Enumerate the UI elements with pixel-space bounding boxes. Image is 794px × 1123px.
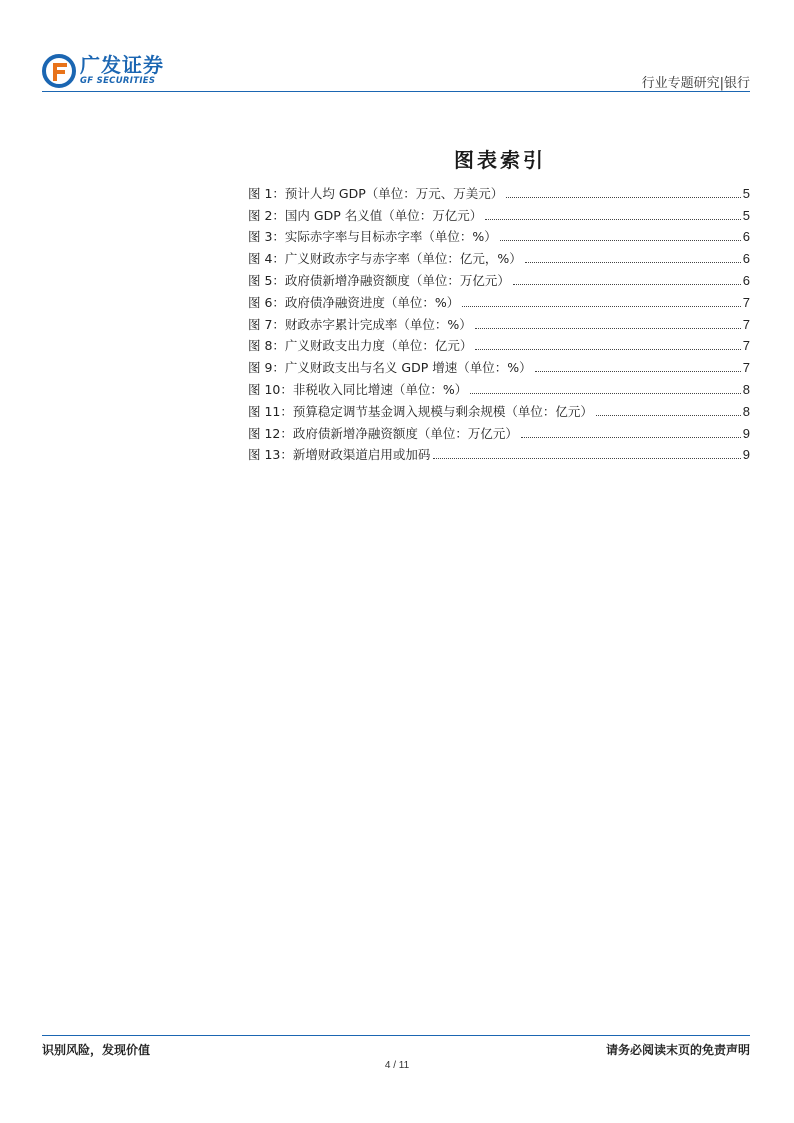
- toc-entry[interactable]: [248, 333, 750, 355]
- dot-leader: [475, 348, 740, 350]
- toc-entry-page: 5: [742, 207, 750, 223]
- toc-entry[interactable]: [248, 442, 750, 464]
- toc-entry-label: 图 8：广义财政支出力度（单位：亿元）: [248, 338, 473, 354]
- toc-entry-page: 6: [742, 272, 750, 288]
- dot-leader: [500, 239, 741, 241]
- toc-entry-label: 图 4：广义财政赤字与赤字率（单位：亿元，%）: [248, 251, 522, 267]
- page-number: 4 / 11: [384, 1060, 410, 1071]
- dot-leader: [433, 457, 740, 459]
- toc-entry-label: 图 2：国内 GDP 名义值（单位：万亿元）: [248, 207, 483, 223]
- toc-entry[interactable]: [248, 289, 750, 311]
- toc-entry-page: 5: [742, 185, 750, 201]
- toc-entry-label: 图 3：实际赤字率与目标赤字率（单位：%）: [248, 229, 497, 245]
- toc-entry-page: 6: [742, 229, 750, 245]
- footer-slogan: 识别风险，发现价值: [42, 1043, 151, 1057]
- dot-leader: [470, 392, 741, 394]
- toc-entry[interactable]: [248, 202, 750, 224]
- toc-entry-label: 图 5：政府债新增净融资额度（单位：万亿元）: [248, 272, 510, 288]
- toc-entry[interactable]: [248, 245, 750, 267]
- footer-disclaimer-note: 请务必阅读末页的免责声明: [605, 1043, 750, 1057]
- toc-entry[interactable]: [248, 376, 750, 398]
- gf-logo-icon: [42, 54, 76, 88]
- toc-entry-page: 8: [742, 403, 750, 419]
- dot-leader: [525, 261, 741, 263]
- toc-entry[interactable]: [248, 311, 750, 333]
- toc-entry-page: 9: [742, 447, 750, 463]
- company-logo: [42, 52, 182, 90]
- dot-leader: [521, 436, 741, 438]
- dot-leader: [462, 305, 740, 307]
- toc-entry-label: 图 10：非税收入同比增速（单位：%）: [248, 381, 468, 397]
- dot-leader: [475, 327, 741, 329]
- dot-leader: [596, 414, 741, 416]
- figure-index-list: [248, 180, 750, 463]
- toc-entry-label: 图 12：政府债新增净融资额度（单位：万亿元）: [248, 425, 518, 441]
- toc-entry[interactable]: [248, 354, 750, 376]
- toc-entry-page: 7: [742, 316, 750, 332]
- header-divider: [42, 91, 750, 92]
- toc-entry-label: 图 11：预算稳定调节基金调入规模与剩余规模（单位：亿元）: [248, 403, 593, 419]
- toc-entry-page: 6: [742, 251, 750, 267]
- logo-english-text: GF SECURITIES: [80, 76, 156, 86]
- footer-divider: [42, 1035, 750, 1036]
- logo-chinese-text: 广发证券: [80, 53, 164, 77]
- dot-leader: [513, 283, 741, 285]
- toc-entry[interactable]: [248, 180, 750, 202]
- report-category: 行业专题研究|银行: [641, 76, 750, 91]
- toc-entry[interactable]: [248, 267, 750, 289]
- toc-entry-page: 7: [742, 360, 750, 376]
- toc-entry[interactable]: [248, 420, 750, 442]
- toc-entry-page: 7: [742, 294, 750, 310]
- toc-entry-label: 图 7：财政赤字累计完成率（单位：%）: [248, 316, 472, 332]
- toc-entry-page: 8: [742, 381, 750, 397]
- page-header: [42, 52, 750, 92]
- toc-entry[interactable]: [248, 224, 750, 246]
- toc-entry-label: 图 9：广义财政支出与名义 GDP 增速（单位：%）: [248, 360, 532, 376]
- dot-leader: [535, 370, 741, 372]
- toc-entry[interactable]: [248, 398, 750, 420]
- toc-entry-page: 7: [742, 338, 750, 354]
- toc-entry-label: 图 13：新增财政渠道启用或加码: [248, 447, 431, 463]
- toc-title: 图表索引: [454, 148, 546, 172]
- toc-entry-label: 图 6：政府债净融资进度（单位：%）: [248, 294, 460, 310]
- dot-leader: [506, 196, 741, 198]
- dot-leader: [485, 218, 741, 220]
- toc-entry-page: 9: [742, 425, 750, 441]
- toc-entry-label: 图 1：预计人均 GDP（单位：万元、万美元）: [248, 185, 504, 201]
